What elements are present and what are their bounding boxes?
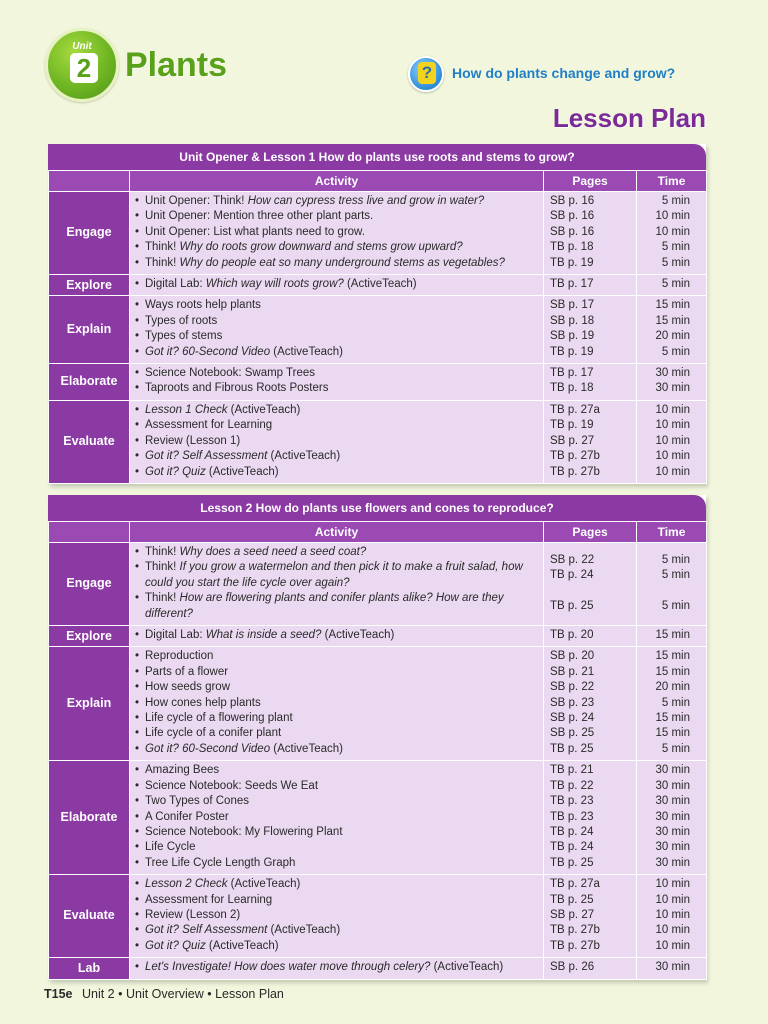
list-item: • Got it? Quiz (ActiveTeach) (135, 465, 539, 480)
page-ref: TB p. 25 (550, 856, 594, 869)
time-value: 30 min (655, 841, 690, 854)
table-row (49, 296, 707, 364)
table-row (49, 543, 707, 626)
page-ref: SB p. 23 (550, 696, 595, 709)
list-item: • Digital Lab: What is inside a seed? (ActiveTeach) (135, 628, 539, 643)
lesson-1-table (48, 144, 706, 484)
activity-cell (130, 647, 544, 761)
unit-title: Plants (125, 46, 228, 84)
time-cell (637, 761, 707, 875)
list-item: • Two Types of Cones (135, 794, 539, 809)
header-activity: Activity (130, 522, 544, 543)
page-ref: SB p. 27 (550, 434, 595, 447)
time-value: 5 min (661, 742, 690, 755)
page-ref: TB p. 19 (550, 419, 594, 432)
list-item: • Think! How are flowering plants and conifer plants alike? How are they different? (135, 591, 539, 622)
time-value: 5 min (661, 345, 690, 358)
pages-cell (544, 400, 637, 483)
list-item: • Assessment for Learning (135, 418, 539, 433)
activity-cell (130, 296, 544, 364)
activity-cell (130, 875, 544, 958)
table-row (49, 761, 707, 875)
list-item: • Digital Lab: Which way will roots grow? (ActiveTeach) (135, 277, 539, 292)
phase-label: Engage (49, 543, 130, 626)
header-blank (49, 171, 130, 192)
activity-cell (130, 543, 544, 626)
list-item: • Got it? Self Assessment (ActiveTeach) (135, 923, 539, 938)
page-ref: TB p. 23 (550, 810, 594, 823)
list-item: • Life cycle of a conifer plant (135, 726, 539, 741)
unit-word: Unit (72, 41, 92, 52)
time-value: 15 min (655, 314, 690, 327)
page-ref: TB p. 18 (550, 241, 594, 254)
pages-cell (544, 364, 637, 401)
activity-cell (130, 192, 544, 275)
list-item: • Parts of a flower (135, 665, 539, 680)
page-ref: TB p. 24 (550, 841, 594, 854)
time-value: 30 min (655, 961, 690, 974)
table-row (49, 647, 707, 761)
phase-label: Elaborate (49, 364, 130, 401)
page-ref: TB p. 17 (550, 278, 594, 291)
list-item: • Think! Why do roots grow downward and stems grow upward? (135, 240, 539, 255)
time-value: 30 min (655, 825, 690, 838)
list-item: • Unit Opener: Mention three other plant parts. (135, 209, 539, 224)
header-time: Time (637, 171, 707, 192)
page-ref: TB p. 23 (550, 795, 594, 808)
pages-cell (544, 543, 637, 626)
page-footer (44, 987, 284, 1001)
time-value: 15 min (655, 299, 690, 312)
time-cell (637, 647, 707, 761)
time-value: 10 min (655, 419, 690, 432)
pages-cell (544, 275, 637, 296)
page-ref: TB p. 17 (550, 367, 594, 380)
pages-cell (544, 958, 637, 979)
phase-label: Evaluate (49, 400, 130, 483)
phase-label: Explain (49, 647, 130, 761)
phase-label: Lab (49, 958, 130, 979)
list-item: • Review (Lesson 1) (135, 434, 539, 449)
lesson-2-table (48, 495, 706, 980)
list-item: • Unit Opener: List what plants need to grow. (135, 225, 539, 240)
page-ref: TB p. 25 (550, 742, 594, 755)
list-item: • Review (Lesson 2) (135, 908, 539, 923)
page-ref: SB p. 20 (550, 650, 595, 663)
activity-cell (130, 761, 544, 875)
time-value: 30 min (655, 367, 690, 380)
activity-cell (130, 626, 544, 647)
time-value: 5 min (661, 696, 690, 709)
page-ref: TB p. 24 (550, 569, 594, 582)
table-title: Unit Opener & Lesson 1 How do plants use roots and stems to grow? (48, 144, 706, 170)
time-value: 30 min (655, 795, 690, 808)
page-ref: TB p. 25 (550, 599, 594, 612)
time-value: 5 min (661, 256, 690, 269)
time-value: 10 min (655, 450, 690, 463)
time-value: 20 min (655, 681, 690, 694)
page-ref: SB p. 22 (550, 553, 595, 566)
time-cell (637, 958, 707, 979)
list-item: • Types of stems (135, 329, 539, 344)
unit-number: 2 (70, 53, 98, 83)
list-item: • Life cycle of a flowering plant (135, 711, 539, 726)
page-title: Lesson Plan (552, 103, 706, 133)
list-item: • Think! Why does a seed need a seed coat? (135, 545, 539, 560)
time-value: 10 min (655, 939, 690, 952)
list-item: • Amazing Bees (135, 763, 539, 778)
page-ref: TB p. 27b (550, 465, 600, 478)
phase-label: Evaluate (49, 875, 130, 958)
table-title: Lesson 2 How do plants use flowers and cones to reproduce? (48, 495, 706, 521)
page-ref: TB p. 27a (550, 878, 600, 891)
table-row (49, 958, 707, 979)
time-value: 30 min (655, 779, 690, 792)
time-value: 5 min (661, 599, 690, 612)
table-row (49, 626, 707, 647)
header-pages: Pages (544, 171, 637, 192)
time-value: 5 min (661, 569, 690, 582)
time-value: 10 min (655, 924, 690, 937)
list-item: • Got it? 60-Second Video (ActiveTeach) (135, 742, 539, 757)
time-value: 10 min (655, 434, 690, 447)
table-row (49, 364, 707, 401)
page-ref: TB p. 20 (550, 629, 594, 642)
header-pages: Pages (544, 522, 637, 543)
list-item: • Lesson 1 Check (ActiveTeach) (135, 403, 539, 418)
table-header-row (49, 171, 707, 192)
time-value: 5 min (661, 553, 690, 566)
table-header-row (49, 522, 707, 543)
list-item: • Science Notebook: My Flowering Plant (135, 825, 539, 840)
page-ref: TB p. 25 (550, 893, 594, 906)
page-ref: TB p. 22 (550, 779, 594, 792)
phase-label: Engage (49, 192, 130, 275)
phase-label: Explore (49, 626, 130, 647)
list-item: • Science Notebook: Swamp Trees (135, 366, 539, 381)
page-code: T15e (44, 987, 73, 1001)
pages-cell (544, 296, 637, 364)
time-value: 10 min (655, 403, 690, 416)
list-item: • Types of roots (135, 314, 539, 329)
list-item: • Lesson 2 Check (ActiveTeach) (135, 877, 539, 892)
list-item: • Got it? Quiz (ActiveTeach) (135, 939, 539, 954)
page-ref: SB p. 17 (550, 299, 595, 312)
list-item: • Got it? Self Assessment (ActiveTeach) (135, 449, 539, 464)
time-value: 15 min (655, 712, 690, 725)
phase-label: Explore (49, 275, 130, 296)
time-value: 30 min (655, 810, 690, 823)
big-question-icon: ? (408, 56, 444, 92)
time-value: 20 min (655, 330, 690, 343)
page-ref: SB p. 26 (550, 961, 595, 974)
table-row (49, 400, 707, 483)
time-value: 5 min (661, 241, 690, 254)
time-value: 10 min (655, 225, 690, 238)
time-cell (637, 275, 707, 296)
page-ref: SB p. 16 (550, 210, 595, 223)
page-ref: SB p. 24 (550, 712, 595, 725)
time-value: 10 min (655, 878, 690, 891)
pages-cell (544, 647, 637, 761)
list-item: • Life Cycle (135, 840, 539, 855)
page-ref: TB p. 18 (550, 382, 594, 395)
big-question: How do plants change and grow? (452, 65, 676, 81)
page-ref: TB p. 19 (550, 256, 594, 269)
list-item: • A Conifer Poster (135, 810, 539, 825)
page-header (0, 0, 768, 140)
page-ref: SB p. 16 (550, 225, 595, 238)
list-item: • Unit Opener: Think! How can cypress tress live and grow in water? (135, 194, 539, 209)
page-ref: SB p. 25 (550, 727, 595, 740)
list-item: • How cones help plants (135, 696, 539, 711)
page-ref: TB p. 21 (550, 764, 594, 777)
header-blank (49, 522, 130, 543)
phase-label: Explain (49, 296, 130, 364)
time-cell (637, 875, 707, 958)
time-cell (637, 364, 707, 401)
list-item: • Taproots and Fibrous Roots Posters (135, 381, 539, 396)
page-ref: TB p. 27b (550, 939, 600, 952)
pages-cell (544, 192, 637, 275)
page-ref: SB p. 19 (550, 330, 595, 343)
table-row (49, 275, 707, 296)
page-ref: TB p. 24 (550, 825, 594, 838)
time-value: 15 min (655, 665, 690, 678)
page-ref: TB p. 27b (550, 450, 600, 463)
header-activity: Activity (130, 171, 544, 192)
list-item: • Science Notebook: Seeds We Eat (135, 779, 539, 794)
page-ref: SB p. 27 (550, 908, 595, 921)
page-ref: SB p. 16 (550, 195, 595, 207)
unit-badge-icon (45, 28, 119, 102)
page-ref: TB p. 27b (550, 924, 600, 937)
list-item: • Think! If you grow a watermelon and then pick it to make a fruit salad, how could you start the life cycle over again? (135, 560, 539, 591)
time-value: 5 min (661, 278, 690, 291)
page-ref: SB p. 21 (550, 665, 595, 678)
phase-label: Elaborate (49, 761, 130, 875)
time-value: 15 min (655, 650, 690, 663)
pages-cell (544, 875, 637, 958)
time-cell (637, 626, 707, 647)
time-value: 15 min (655, 629, 690, 642)
time-cell (637, 400, 707, 483)
list-item: • How seeds grow (135, 680, 539, 695)
pages-cell (544, 761, 637, 875)
footer-text: Unit 2 • Unit Overview • Lesson Plan (81, 987, 284, 1001)
list-item: • Reproduction (135, 649, 539, 664)
activity-cell (130, 275, 544, 296)
time-value: 30 min (655, 382, 690, 395)
table-row (49, 875, 707, 958)
time-value: 10 min (655, 893, 690, 906)
activity-cell (130, 400, 544, 483)
time-value: 30 min (655, 764, 690, 777)
page-ref: TB p. 19 (550, 345, 594, 358)
list-item: • Think! Why do people eat so many underground stems as vegetables? (135, 256, 539, 271)
pages-cell (544, 626, 637, 647)
table-row (49, 192, 707, 275)
list-item: • Let's Investigate! How does water move through celery? (ActiveTeach) (135, 960, 539, 975)
list-item: • Tree Life Cycle Length Graph (135, 856, 539, 871)
list-item: • Got it? 60-Second Video (ActiveTeach) (135, 345, 539, 360)
time-value: 30 min (655, 856, 690, 869)
time-value: 15 min (655, 727, 690, 740)
time-value: 10 min (655, 210, 690, 223)
activity-cell (130, 958, 544, 979)
time-cell (637, 543, 707, 626)
list-item: • Ways roots help plants (135, 298, 539, 313)
activity-cell (130, 364, 544, 401)
time-cell (637, 192, 707, 275)
time-cell (637, 296, 707, 364)
time-value: 10 min (655, 908, 690, 921)
page-ref: TB p. 27a (550, 403, 600, 416)
time-value: 10 min (655, 465, 690, 478)
time-value: 5 min (661, 195, 690, 207)
page-ref: SB p. 22 (550, 681, 595, 694)
header-time: Time (637, 522, 707, 543)
page-ref: SB p. 18 (550, 314, 595, 327)
list-item: • Assessment for Learning (135, 893, 539, 908)
